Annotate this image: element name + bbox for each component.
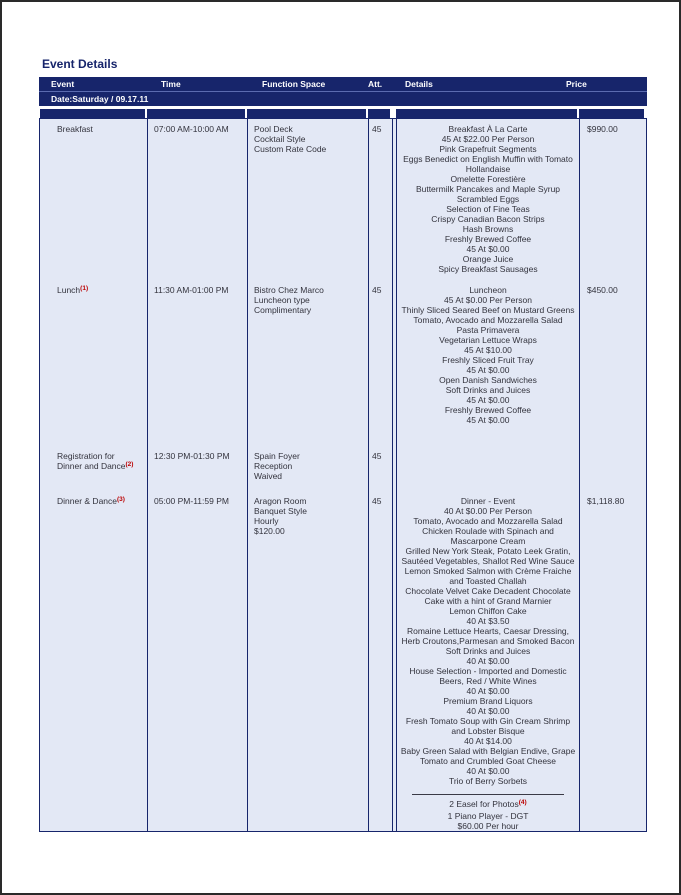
event-name-cell bbox=[40, 446, 147, 491]
details-line: 40 At $0.00 bbox=[466, 656, 510, 666]
details-cell bbox=[396, 280, 579, 446]
function-space-line: Bistro Chez Marco bbox=[254, 285, 324, 295]
table-header-row bbox=[39, 77, 647, 92]
event-row bbox=[40, 280, 646, 446]
function-space-line: Pool Deck bbox=[254, 124, 293, 134]
function-space-cell bbox=[247, 119, 368, 280]
event-footnote-marker: (3) bbox=[117, 496, 125, 503]
details-line: Trio of Berry Sorbets bbox=[448, 776, 528, 786]
details-line: Selection of Fine Teas bbox=[446, 204, 530, 214]
details-line: Breakfast À La Carte bbox=[448, 124, 528, 134]
details-line: 45 At $0.00 Per Person bbox=[444, 295, 532, 305]
details-line: Vegetarian Lettuce Wraps bbox=[439, 335, 537, 345]
details-line: Fresh Tomato Soup with Gin Cream Shrimp and Lobster Bisque bbox=[405, 716, 571, 736]
function-space-line: Custom Rate Code bbox=[254, 144, 327, 154]
details-line: Romaine Lettuce Hearts, Caesar Dressing, Herb Croutons,Parmesan and Smoked Bacon bbox=[401, 626, 575, 646]
details-line: Freshly Sliced Fruit Tray bbox=[442, 355, 534, 365]
event-name-cell bbox=[40, 119, 147, 280]
details-line: Thinly Sliced Seared Beef on Mustard Greens bbox=[401, 305, 575, 315]
column-header-function-space: Function Space bbox=[262, 79, 326, 89]
details-line: Buttermilk Pancakes and Maple Syrup bbox=[415, 184, 561, 194]
column-cap bbox=[396, 109, 577, 118]
column-cap bbox=[40, 109, 145, 118]
function-space-line: Reception bbox=[254, 461, 293, 471]
details-cell bbox=[396, 119, 579, 280]
function-space-cell bbox=[247, 446, 368, 491]
details-line: Pink Grapefruit Segments bbox=[439, 144, 537, 154]
details-line: 40 At $0.00 bbox=[466, 766, 510, 776]
function-space-line: Hourly bbox=[254, 516, 279, 526]
details-line: $60.00 Per hour bbox=[457, 821, 519, 831]
event-time-cell: 11:30 AM-01:00 PM bbox=[147, 280, 247, 446]
function-space-line: Complimentary bbox=[254, 305, 312, 315]
details-footnote-marker: (4) bbox=[518, 799, 527, 806]
details-line bbox=[400, 799, 576, 811]
column-header-time: Time bbox=[161, 79, 181, 89]
attendance-cell: 45 bbox=[368, 280, 392, 446]
function-space-line: Spain Foyer bbox=[254, 451, 300, 461]
details-line: 1 Piano Player - DGT bbox=[447, 811, 529, 821]
column-cap-bar bbox=[39, 106, 647, 118]
attendance-cell: 45 bbox=[368, 446, 392, 491]
details-line: Freshly Brewed Coffee bbox=[444, 234, 532, 244]
function-space-line: Banquet Style bbox=[254, 506, 307, 516]
details-line: 40 At $0.00 bbox=[466, 686, 510, 696]
details-line: 45 At $22.00 Per Person bbox=[441, 134, 535, 144]
event-name-cell bbox=[40, 491, 147, 831]
price-cell bbox=[579, 446, 646, 491]
price-cell: $990.00 bbox=[579, 119, 646, 280]
details-text: 2 Easel for Photos bbox=[449, 799, 519, 809]
details-line: Hash Browns bbox=[462, 224, 514, 234]
column-cap bbox=[247, 109, 366, 118]
details-line: Lemon Smoked Salmon with Crème Fraiche and Toasted Challah bbox=[404, 566, 572, 586]
details-line: Baby Green Salad with Belgian Endive, Grape Tomato and Crumbled Goat Cheese bbox=[400, 746, 576, 766]
details-line: Grilled New York Steak, Potato Leek Gratin, Sautéed Vegetables, Shallot Red Wine Sauce bbox=[401, 546, 575, 566]
details-line: Freshly Brewed Coffee bbox=[444, 405, 532, 415]
function-space-line: Aragon Room bbox=[254, 496, 307, 506]
details-line: Pasta Primavera bbox=[456, 325, 520, 335]
details-line: 40 At $3.50 bbox=[466, 616, 510, 626]
details-line: Premium Brand Liquors bbox=[443, 696, 533, 706]
table-body bbox=[39, 118, 647, 832]
details-line: 40 At $0.00 Per Person bbox=[444, 506, 532, 516]
event-details-table bbox=[39, 77, 647, 832]
details-line: 45 At $0.00 bbox=[466, 365, 510, 375]
details-line: Omelette Forestière bbox=[450, 174, 526, 184]
column-cap bbox=[147, 109, 245, 118]
function-space-line: Luncheon type bbox=[254, 295, 310, 305]
function-space-cell bbox=[247, 280, 368, 446]
details-cell bbox=[396, 446, 579, 491]
column-header-event: Event bbox=[51, 79, 75, 89]
event-row bbox=[40, 446, 646, 491]
event-time-cell: 12:30 PM-01:30 PM bbox=[147, 446, 247, 491]
details-line: Eggs Benedict on English Muffin with Tomato Hollandaise bbox=[403, 154, 573, 174]
details-line: Scrambled Eggs bbox=[456, 194, 520, 204]
details-line: 45 At $0.00 bbox=[466, 244, 510, 254]
details-line: Dinner - Event bbox=[460, 496, 516, 506]
event-time-cell: 07:00 AM-10:00 AM bbox=[147, 119, 247, 280]
event-time-cell: 05:00 PM-11:59 PM bbox=[147, 491, 247, 831]
attendance-cell: 45 bbox=[368, 119, 392, 280]
details-line: Chicken Roulade with Spinach and Mascarpone Cream bbox=[422, 526, 554, 546]
column-cap bbox=[579, 109, 644, 118]
details-line: Spicy Breakfast Sausages bbox=[438, 264, 538, 274]
event-name-cell bbox=[40, 280, 147, 446]
event-footnote-marker: (1) bbox=[80, 285, 89, 292]
details-line: Crispy Canadian Bacon Strips bbox=[431, 214, 545, 224]
column-cap-spacer bbox=[392, 109, 394, 118]
details-line: Soft Drinks and Juices bbox=[445, 646, 531, 656]
details-line: Lemon Chiffon Cake bbox=[449, 606, 527, 616]
column-cap bbox=[368, 109, 390, 118]
details-line: 40 At $0.00 bbox=[466, 706, 510, 716]
function-space-line: Waived bbox=[254, 471, 283, 481]
details-line: Open Danish Sandwiches bbox=[439, 375, 537, 385]
details-line: Luncheon bbox=[469, 285, 507, 295]
column-header-details: Details bbox=[405, 79, 433, 89]
details-line: Tomato, Avocado and Mozzarella Salad bbox=[413, 516, 563, 526]
details-line: Orange Juice bbox=[462, 254, 514, 264]
details-line: Tomato, Avocado and Mozzarella Salad bbox=[413, 315, 563, 325]
event-name: Lunch bbox=[57, 285, 81, 295]
details-line: Soft Drinks and Juices bbox=[445, 385, 531, 395]
price-cell: $450.00 bbox=[579, 280, 646, 446]
price-cell: $1,118.80 bbox=[579, 491, 646, 831]
function-space-line: $120.00 bbox=[254, 526, 285, 536]
attendance-cell: 45 bbox=[368, 491, 392, 831]
event-name: Dinner & Dance bbox=[57, 496, 118, 506]
details-divider-line bbox=[412, 786, 564, 795]
details-line: Chocolate Velvet Cake Decadent Chocolate Cake with a hint of Grand Marnier bbox=[405, 586, 571, 606]
details-line: 45 At $10.00 bbox=[464, 345, 512, 355]
details-line: 45 At $0.00 bbox=[466, 415, 510, 425]
details-line: House Selection - Imported and Domestic Beers, Red / White Wines bbox=[409, 666, 567, 686]
details-line: 40 At $14.00 bbox=[464, 736, 512, 746]
event-row bbox=[40, 119, 646, 280]
event-name: Breakfast bbox=[57, 124, 93, 134]
page-title: Event Details bbox=[42, 57, 118, 71]
event-name: Registration for Dinner and Dance bbox=[57, 451, 126, 471]
details-line: 45 At $0.00 bbox=[466, 395, 510, 405]
column-header-price: Price bbox=[566, 79, 587, 89]
function-space-cell bbox=[247, 491, 368, 831]
event-footnote-marker: (2) bbox=[125, 461, 134, 468]
column-header-attendance: Att. bbox=[368, 79, 383, 89]
date-group-row: Date:Saturday / 09.17.11 bbox=[39, 92, 647, 106]
details-cell bbox=[396, 491, 579, 831]
function-space-line: Cocktail Style bbox=[254, 134, 306, 144]
event-row bbox=[40, 491, 646, 831]
